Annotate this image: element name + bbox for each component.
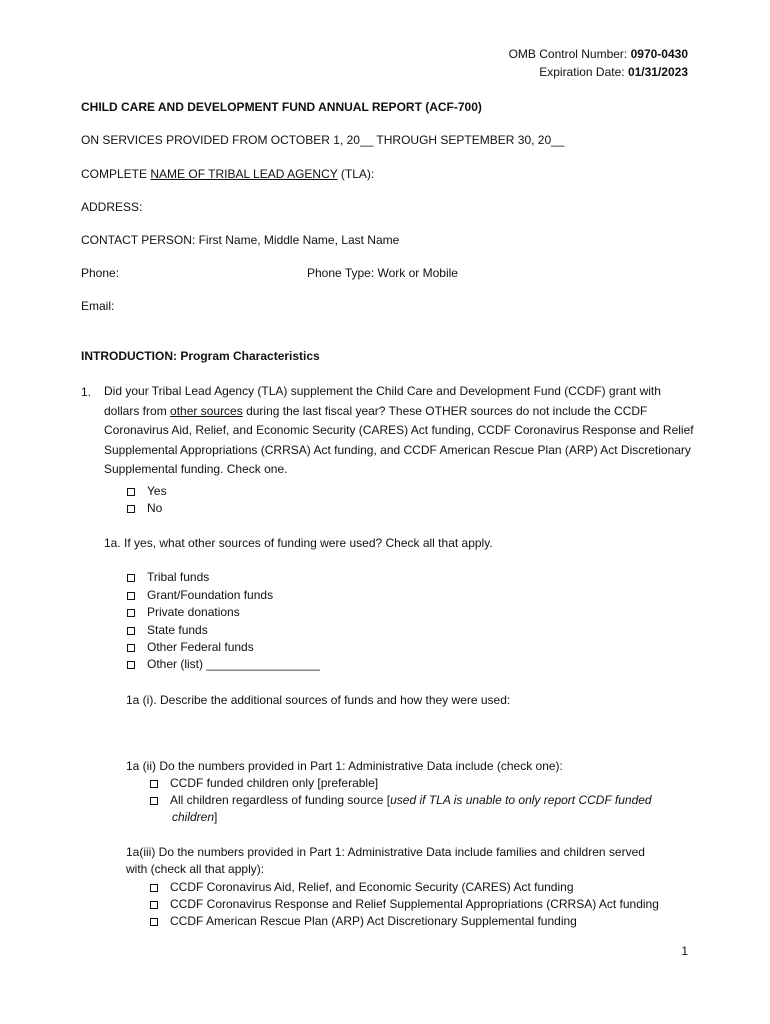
q1a-iii-option-cares[interactable]: CCDF Coronavirus Aid, Relief, and Economic Security (CARES) Act funding xyxy=(150,880,574,894)
omb-control-number: OMB Control Number: 0970-0430 xyxy=(508,47,688,61)
q1a-option-other-federal[interactable]: Other Federal funds xyxy=(127,640,254,654)
question-1a-ii-text: 1a (ii) Do the numbers provided in Part 1: Administrative Data include (check one): xyxy=(126,759,563,773)
contact-person-label: CONTACT PERSON: First Name, Middle Name, Last Name xyxy=(81,233,400,247)
checkbox-icon[interactable] xyxy=(127,609,135,617)
question-1a-i-text: 1a (i). Describe the additional sources of funds and how they were used: xyxy=(126,693,511,707)
intro-heading: INTRODUCTION: Program Characteristics xyxy=(81,349,320,363)
checkbox-icon[interactable] xyxy=(150,884,158,892)
q1a-option-other-list[interactable]: Other (list) _________________ xyxy=(127,657,320,671)
phone-type-label: Phone Type: Work or Mobile xyxy=(307,266,458,280)
question-1a-text: 1a. If yes, what other sources of funding were used? Check all that apply. xyxy=(104,536,493,550)
q1a-ii-option-all-children-continued: children] xyxy=(172,810,218,824)
q1a-option-grant-foundation[interactable]: Grant/Foundation funds xyxy=(127,588,273,602)
q1-option-yes[interactable]: Yes xyxy=(127,484,167,498)
q1a-ii-option-all-children[interactable]: All children regardless of funding source [used if TLA is unable to only report CCDF funded xyxy=(150,793,652,807)
q1a-option-state-funds[interactable]: State funds xyxy=(127,623,208,637)
email-label: Email: xyxy=(81,299,115,313)
expiration-date: Expiration Date: 01/31/2023 xyxy=(539,65,688,79)
phone-label: Phone: xyxy=(81,266,120,280)
q1a-iii-option-crrsa[interactable]: CCDF Coronavirus Response and Relief Supplemental Appropriations (CRRSA) Act funding xyxy=(150,897,659,911)
checkbox-icon[interactable] xyxy=(150,780,158,788)
q1a-option-private-donations[interactable]: Private donations xyxy=(127,605,240,619)
checkbox-icon[interactable] xyxy=(127,592,135,600)
report-title: CHILD CARE AND DEVELOPMENT FUND ANNUAL REPORT (ACF-700) xyxy=(81,100,482,114)
checkbox-icon[interactable] xyxy=(127,505,135,513)
checkbox-icon[interactable] xyxy=(127,574,135,582)
checkbox-icon[interactable] xyxy=(127,627,135,635)
address-label: ADDRESS: xyxy=(81,200,143,214)
page-number: 1 xyxy=(681,944,688,958)
q1-option-no[interactable]: No xyxy=(127,501,162,515)
q1a-option-tribal-funds[interactable]: Tribal funds xyxy=(127,570,209,584)
q1a-iii-option-arp[interactable]: CCDF American Rescue Plan (ARP) Act Discretionary Supplemental funding xyxy=(150,914,577,928)
checkbox-icon[interactable] xyxy=(150,797,158,805)
services-line: ON SERVICES PROVIDED FROM OCTOBER 1, 20__ THROUGH SEPTEMBER 30, 20__ xyxy=(81,133,565,147)
question-1a-iii-line1: 1a(iii) Do the numbers provided in Part 1: Administrative Data include families and children served xyxy=(126,845,645,859)
question-1-number: 1. xyxy=(81,385,92,399)
question-1a-iii-line2: with (check all that apply): xyxy=(126,862,265,876)
checkbox-icon[interactable] xyxy=(127,488,135,496)
q1a-ii-option-ccdf-only[interactable]: CCDF funded children only [preferable] xyxy=(150,776,378,790)
checkbox-icon[interactable] xyxy=(150,918,158,926)
tla-name-label: COMPLETE NAME OF TRIBAL LEAD AGENCY (TLA): xyxy=(81,167,375,181)
checkbox-icon[interactable] xyxy=(127,644,135,652)
checkbox-icon[interactable] xyxy=(150,901,158,909)
checkbox-icon[interactable] xyxy=(127,661,135,669)
question-1-text: Did your Tribal Lead Agency (TLA) supplement the Child Care and Development Fund (CCDF) grant with dollars from other sources during the last fiscal year? These OTHER sources do not include the CCDF Coronavirus Aid, Relief, and Economic Security (CARES) Act funding, CCDF Coronavirus Response and Relief Supplemental Appropriations (CRRSA) Act funding, and CCDF American Rescue Plan (ARP) Act Discretionary Supplemental funding. Check one. xyxy=(104,384,694,477)
